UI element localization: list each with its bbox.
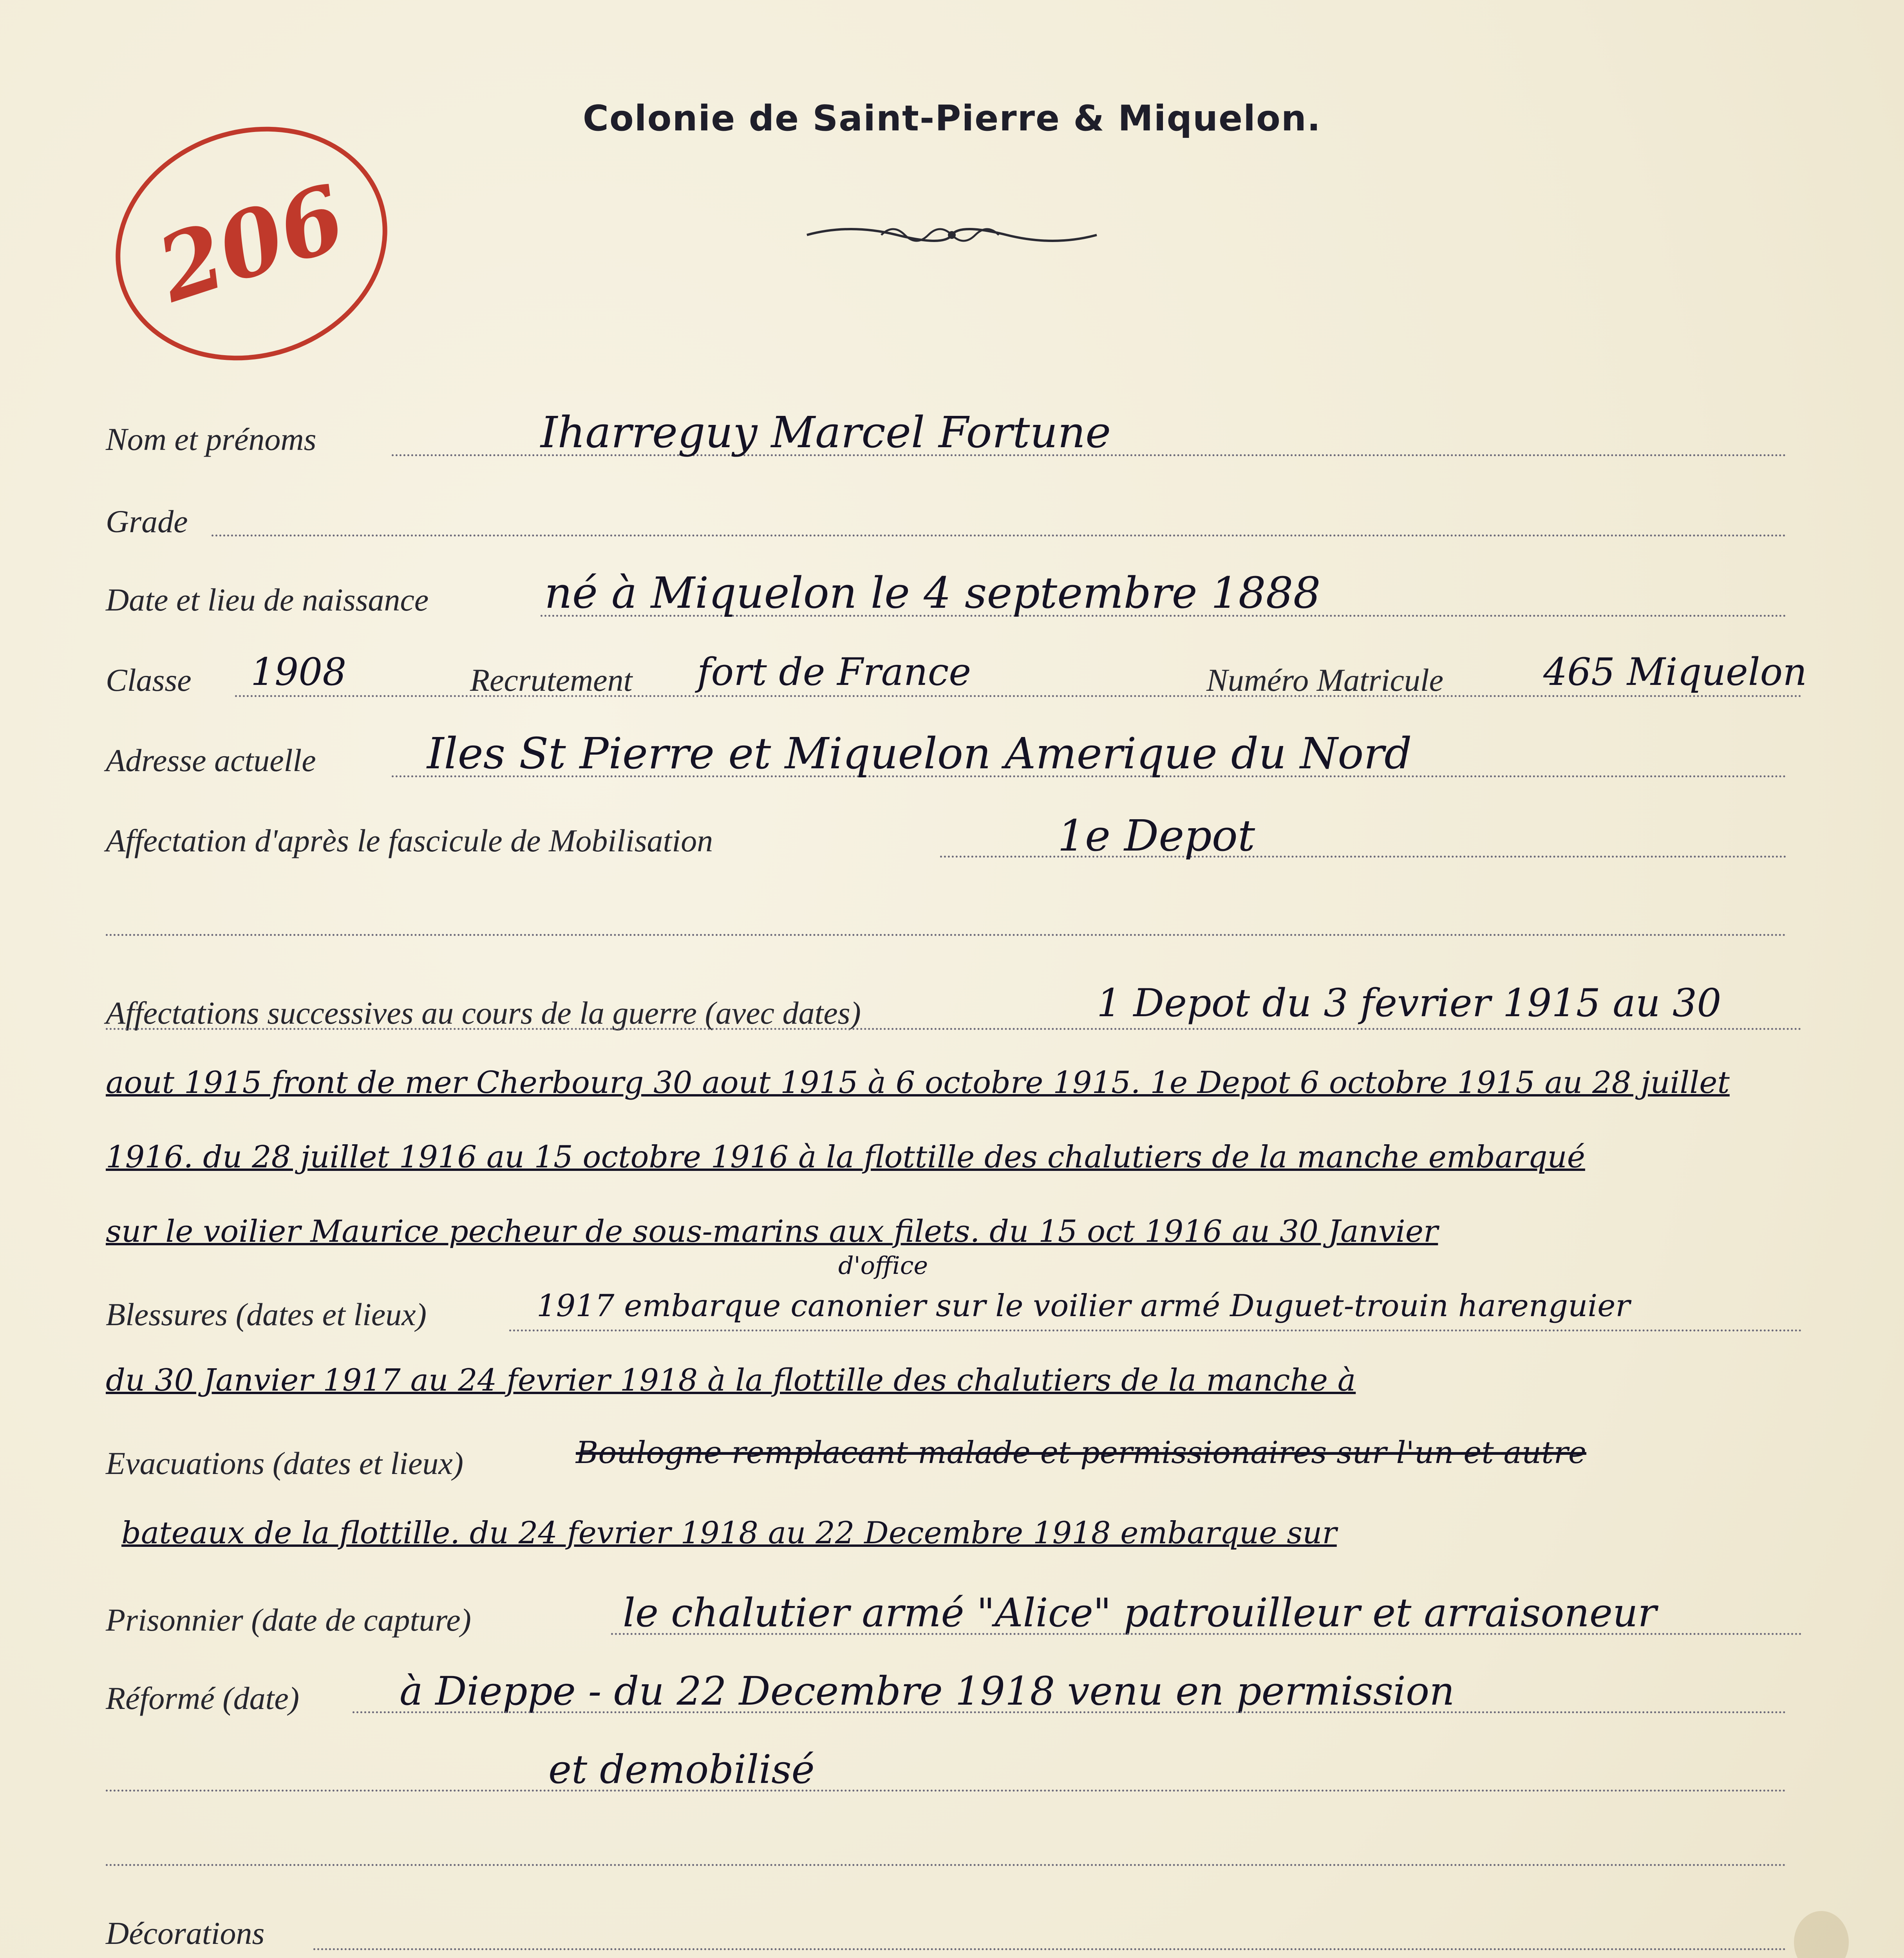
blessures-label: Blessures (dates et lieux) bbox=[106, 1297, 427, 1332]
blessures-superscript: d'office bbox=[838, 1251, 928, 1280]
evacuations-line-2: bateaux de la flottille. du 24 fevrier 1918 au 22 Decembre 1918 embarque sur bbox=[121, 1515, 1337, 1551]
prisonnier-value: le chalutier armé "Alice" patrouilleur et arraisoneur bbox=[623, 1590, 1657, 1636]
successives-line-2: aout 1915 front de mer Cherbourg 30 aout 1915 à 6 octobre 1915. 1e Depot 6 octobre 1915 au 28 juillet bbox=[106, 1065, 1730, 1100]
classe-label: Classe bbox=[106, 662, 192, 698]
blessures-rule bbox=[509, 1329, 1802, 1331]
successives-line-4: sur le voilier Maurice pecheur de sous-marins aux filets. du 15 oct 1916 au 30 Janvier bbox=[106, 1214, 1438, 1249]
blank-line bbox=[106, 934, 1786, 936]
affectation-value: 1e Depot bbox=[1058, 811, 1255, 861]
recrutement-value: fort de France bbox=[697, 650, 971, 694]
successives-line-1: 1 Depot du 3 fevrier 1915 au 30 bbox=[1097, 981, 1721, 1026]
blank-line bbox=[106, 1790, 1786, 1792]
successives-label: Affectations successives au cours de la guerre (avec dates) bbox=[106, 995, 861, 1031]
reforme-rule bbox=[353, 1711, 1786, 1713]
reforme-line-1: à Dieppe - du 22 Decembre 1918 venu en permission bbox=[400, 1668, 1455, 1714]
prisonnier-label: Prisonnier (date de capture) bbox=[106, 1602, 471, 1638]
blank-line bbox=[106, 1864, 1786, 1866]
decorations-label: Décorations bbox=[106, 1915, 265, 1951]
ornament-divider bbox=[803, 219, 1101, 251]
evacuations-line-1: Boulogne remplacant malade et permissionaires sur l'un et autre bbox=[576, 1435, 1587, 1470]
reforme-label: Réformé (date) bbox=[106, 1680, 300, 1716]
grade-label: Grade bbox=[106, 504, 188, 539]
decorations-line bbox=[313, 1948, 1786, 1950]
matricule-label: Numéro Matricule bbox=[1206, 662, 1444, 698]
successives-line-3: 1916. du 28 juillet 1916 au 15 octobre 1916 à la flottille des chalutiers de la manche embarqué bbox=[106, 1140, 1585, 1175]
classe-value: 1908 bbox=[251, 650, 347, 694]
grade-line bbox=[212, 535, 1786, 536]
naissance-value: né à Miquelon le 4 septembre 1888 bbox=[544, 568, 1321, 618]
affectation-label: Affectation d'après le fascicule de Mobilisation bbox=[106, 823, 713, 858]
successives-rule bbox=[106, 1028, 1802, 1030]
matricule-value: 465 Miquelon bbox=[1543, 650, 1807, 694]
blessures-line-1: 1917 embarque canonier sur le voilier armé Duguet-trouin harenguier bbox=[537, 1288, 1630, 1324]
nom-label: Nom et prénoms bbox=[106, 421, 316, 457]
classe-line bbox=[235, 695, 1802, 697]
adresse-label: Adresse actuelle bbox=[106, 742, 316, 778]
stamp-number: 206 bbox=[145, 164, 358, 323]
blessures-line-2: du 30 Janvier 1917 au 24 fevrier 1918 à la flottille des chalutiers de la manche à bbox=[106, 1363, 1356, 1398]
adresse-value: Iles St Pierre et Miquelon Amerique du Nord bbox=[427, 728, 1412, 779]
evacuations-label: Evacuations (dates et lieux) bbox=[106, 1445, 464, 1481]
paper-stain bbox=[1794, 1911, 1849, 1958]
reforme-line-2: et demobilisé bbox=[548, 1747, 815, 1792]
naissance-label: Date et lieu de naissance bbox=[106, 582, 429, 618]
nom-value: Iharreguy Marcel Fortune bbox=[541, 407, 1111, 457]
recrutement-label: Recrutement bbox=[470, 662, 633, 698]
prisonnier-rule bbox=[611, 1633, 1802, 1635]
document-title: Colonie de Saint-Pierre & Miquelon. bbox=[582, 98, 1322, 139]
